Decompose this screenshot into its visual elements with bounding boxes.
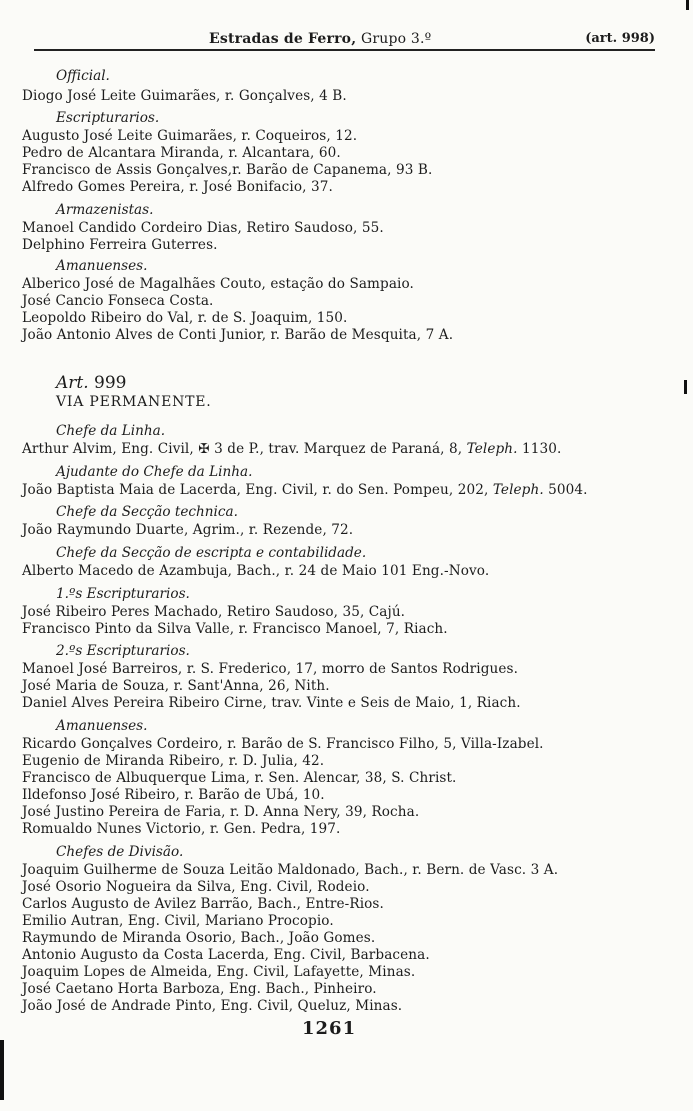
entry-line: Eugenio de Miranda Ribeiro, r. D. Julia, 42.: [22, 753, 325, 769]
entry-line: Diogo José Leite Guimarães, r. Gonçalves, 4 B.: [22, 88, 347, 104]
heading-chefe-technica: Chefe da Secção technica.: [56, 504, 238, 520]
entry-line: Augusto José Leite Guimarães, r. Coqueiros, 12.: [22, 128, 358, 144]
entry-line: Daniel Alves Pereira Ribeiro Cirne, trav. Vinte e Seis de Maio, 1, Riach.: [22, 695, 521, 711]
scan-edge-mark: [684, 380, 687, 394]
entry-line: Delphino Ferreira Guterres.: [22, 237, 218, 253]
section-title: VIA PERMANENTE.: [56, 394, 212, 410]
page-number: 1261: [302, 1018, 357, 1039]
entry-line: João José de Andrade Pinto, Eng. Civil, Queluz, Minas.: [22, 998, 403, 1014]
entry-line: Antonio Augusto da Costa Lacerda, Eng. Civil, Barbacena.: [22, 947, 430, 963]
heading-escripturarios: Escripturarios.: [56, 110, 160, 126]
entry-line: Manoel Candido Cordeiro Dias, Retiro Saudoso, 55.: [22, 220, 384, 236]
entry-line: Alberto Macedo de Azambuja, Bach., r. 24 de Maio 101 Eng.-Novo.: [22, 563, 490, 579]
entry-line: José Osorio Nogueira da Silva, Eng. Civil, Rodeio.: [22, 879, 370, 895]
heading-amanuenses: Amanuenses.: [56, 258, 148, 274]
entry-line: Emilio Autran, Eng. Civil, Mariano Procopio.: [22, 913, 334, 929]
entry-line: José Justino Pereira de Faria, r. D. Anna Nery, 39, Rocha.: [22, 804, 420, 820]
heading-armazenistas: Armazenistas.: [56, 202, 154, 218]
entry-line: Ildefonso José Ribeiro, r. Barão de Ubá, 10.: [22, 787, 325, 803]
entry-line: João Raymundo Duarte, Agrim., r. Rezende, 72.: [22, 522, 354, 538]
heading-primeiros-escripturarios: 1.ºs Escripturarios.: [56, 586, 190, 602]
heading-chefe-escripta: Chefe da Secção de escripta e contabilidade.: [56, 545, 367, 561]
entry-line: Arthur Alvim, Eng. Civil, ✠ 3 de P., trav. Marquez de Paraná, 8, Teleph. 1130.: [22, 441, 562, 457]
entry-line: Manoel José Barreiros, r. S. Frederico, 17, morro de Santos Rodrigues.: [22, 661, 519, 677]
entry-line: Romualdo Nunes Victorio, r. Gen. Pedra, 197.: [22, 821, 341, 837]
entry-line: Francisco de Albuquerque Lima, r. Sen. Alencar, 38, S. Christ.: [22, 770, 457, 786]
heading-amanuenses: Amanuenses.: [56, 718, 148, 734]
header-article-ref: (art. 998): [585, 31, 655, 46]
entry-line: Leopoldo Ribeiro do Val, r. de S. Joaquim, 150.: [22, 310, 348, 326]
entry-line: Joaquim Guilherme de Souza Leitão Maldonado, Bach., r. Bern. de Vasc. 3 A.: [22, 862, 559, 878]
heading-chefes-divisao: Chefes de Divisão.: [56, 844, 184, 860]
heading-official: Official.: [56, 68, 110, 84]
entry-line: José Cancio Fonseca Costa.: [22, 293, 214, 309]
entry-line: Carlos Augusto de Avilez Barrão, Bach., Entre-Rios.: [22, 896, 384, 912]
entry-line: José Ribeiro Peres Machado, Retiro Saudoso, 35, Cajú.: [22, 604, 406, 620]
article-title: Art. 999: [56, 373, 127, 393]
entry-line: Raymundo de Miranda Osorio, Bach., João Gomes.: [22, 930, 376, 946]
header-title: Estradas de Ferro, Grupo 3.º: [209, 31, 432, 47]
entry-line: Joaquim Lopes de Almeida, Eng. Civil, Lafayette, Minas.: [22, 964, 416, 980]
scan-edge-mark: [0, 1040, 4, 1100]
heading-segundos-escripturarios: 2.ºs Escripturarios.: [56, 643, 190, 659]
heading-ajudante: Ajudante do Chefe da Linha.: [56, 464, 253, 480]
scan-edge-mark: [686, 0, 689, 10]
entry-line: João Baptista Maia de Lacerda, Eng. Civil, r. do Sen. Pompeu, 202, Teleph. 5004.: [22, 482, 588, 498]
heading-chefe-linha: Chefe da Linha.: [56, 423, 166, 439]
entry-line: Alberico José de Magalhães Couto, estação do Sampaio.: [22, 276, 414, 292]
entry-line: Francisco Pinto da Silva Valle, r. Francisco Manoel, 7, Riach.: [22, 621, 448, 637]
entry-line: Ricardo Gonçalves Cordeiro, r. Barão de S. Francisco Filho, 5, Villa-Izabel.: [22, 736, 544, 752]
entry-line: José Maria de Souza, r. Sant'Anna, 26, Nith.: [22, 678, 330, 694]
running-header: [34, 31, 655, 51]
entry-line: Alfredo Gomes Pereira, r. José Bonifacio, 37.: [22, 179, 333, 195]
entry-line: João Antonio Alves de Conti Junior, r. Barão de Mesquita, 7 A.: [22, 327, 454, 343]
entry-line: Francisco de Assis Gonçalves,r. Barão de Capanema, 93 B.: [22, 162, 433, 178]
entry-line: José Caetano Horta Barboza, Eng. Bach., Pinheiro.: [22, 981, 377, 997]
entry-line: Pedro de Alcantara Miranda, r. Alcantara, 60.: [22, 145, 341, 161]
